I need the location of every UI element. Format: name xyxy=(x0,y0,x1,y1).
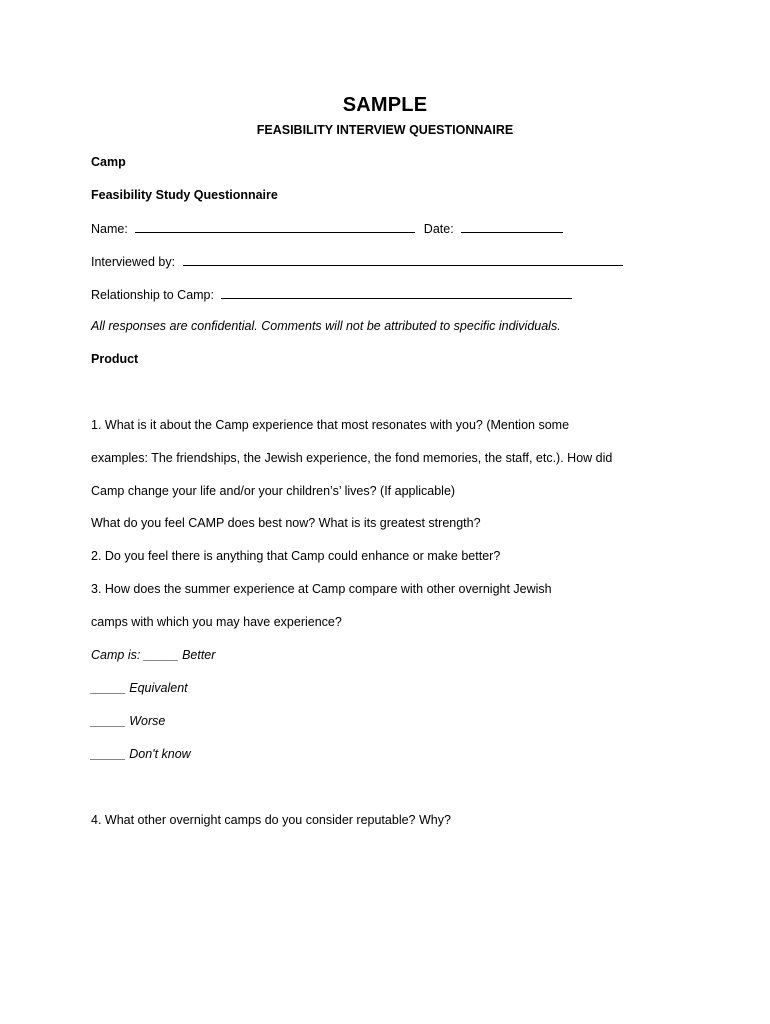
name-label: Name: xyxy=(91,222,128,236)
question-3-line-1: 3. How does the summer experience at Camp compare with other overnight Jewish xyxy=(91,582,552,596)
study-heading: Feasibility Study Questionnaire xyxy=(91,188,278,202)
relationship-blank-line[interactable] xyxy=(221,286,572,299)
relationship-row xyxy=(91,286,572,303)
interviewed-by-row xyxy=(91,253,623,270)
comparison-label: Better xyxy=(182,648,216,662)
comparison-option-dont-know xyxy=(91,746,191,762)
confidential-note: All responses are confidential. Comments will not be attributed to specific individuals. xyxy=(91,319,561,333)
product-heading: Product xyxy=(91,352,139,366)
date-label: Date: xyxy=(423,222,454,236)
comparison-label: Don't know xyxy=(129,747,191,761)
comparison-label: Equivalent xyxy=(129,681,188,695)
question-4: 4. What other overnight camps do you consider reputable? Why? xyxy=(91,813,451,827)
comparison-option-better xyxy=(91,647,215,663)
question-2: 2. Do you feel there is anything that Camp could enhance or make better? xyxy=(91,549,501,563)
question-3-line-2: camps with which you may have experience? xyxy=(91,615,342,629)
date-blank-line[interactable] xyxy=(461,220,563,233)
question-1-line-3: Camp change your life and/or your children’s’ lives? (If applicable) xyxy=(91,484,456,498)
document-subtitle: FEASIBILITY INTERVIEW QUESTIONNAIRE xyxy=(256,123,514,137)
comparison-label: Worse xyxy=(129,714,166,728)
name-date-row xyxy=(91,220,563,237)
question-1-line-2: examples: The friendships, the Jewish experience, the fond memories, the staff, etc.). How did xyxy=(91,451,613,465)
interviewed-by-label: Interviewed by: xyxy=(91,255,176,269)
relationship-label: Relationship to Camp: xyxy=(91,288,214,302)
comparison-blank[interactable]: _____ xyxy=(91,714,126,728)
interviewed-by-blank-line[interactable] xyxy=(183,253,623,266)
document-title: SAMPLE xyxy=(342,94,428,116)
comparison-blank[interactable]: _____ xyxy=(91,747,126,761)
comparison-blank[interactable]: _____ xyxy=(143,648,179,662)
camp-heading: Camp xyxy=(91,155,126,169)
question-1-followup: What do you feel CAMP does best now? What is its greatest strength? xyxy=(91,516,481,530)
question-1-line-1: 1. What is it about the Camp experience that most resonates with you? (Mention some xyxy=(91,418,570,432)
comparison-prefix: Camp is: xyxy=(91,648,141,662)
comparison-blank[interactable]: _____ xyxy=(91,681,126,695)
comparison-option-worse xyxy=(91,713,165,729)
comparison-option-equivalent xyxy=(91,680,188,696)
name-blank-line[interactable] xyxy=(135,220,415,233)
